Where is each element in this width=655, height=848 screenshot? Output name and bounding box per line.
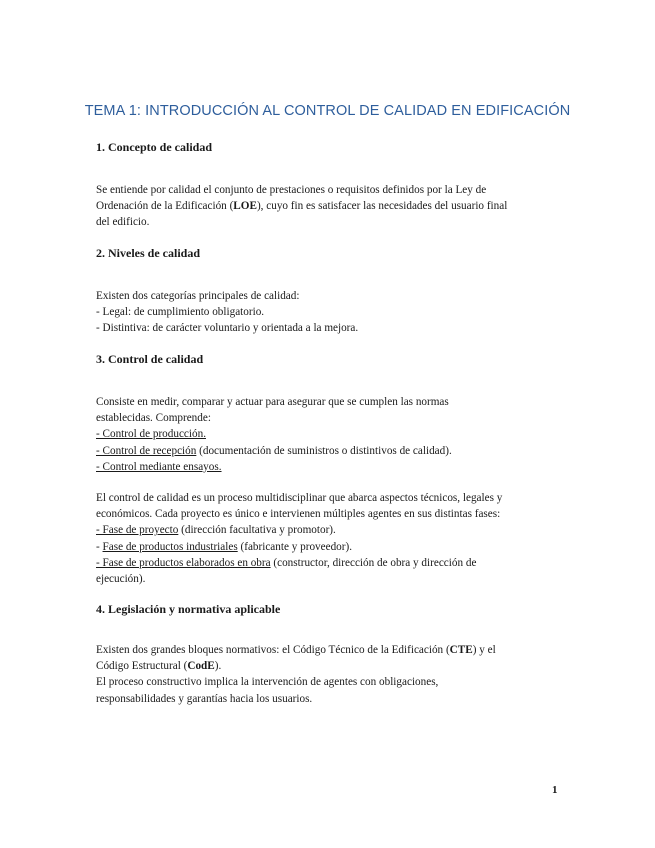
document-title: TEMA 1: INTRODUCCIÓN AL CONTROL DE CALIDAD EN EDIFICACIÓN [84,103,571,119]
paragraph-line: Código Estructural (CodE). [96,660,222,673]
paragraph-line: Ordenación de la Edificación (LOE), cuyo fin es satisfacer las necesidades del usuario final [96,200,508,213]
list-item-control-recepcion: - Control de recepción (documentación de suministros o distintivos de calidad). [96,444,452,457]
section-heading-control: 3. Control de calidad [96,352,204,366]
paragraph-line: Existen dos grandes bloques normativos: el Código Técnico de la Edificación (CTE) y el [96,644,496,656]
list-item-control-produccion: - Control de producción. [96,428,206,441]
section-paragraph-control-1 [96,394,546,475]
section-heading-niveles: 2. Niveles de calidad [96,246,200,260]
paragraph-line: responsabilidades y garantías hacia los usuarios. [96,692,313,705]
section-heading-legislacion: 4. Legislación y normativa aplicable [96,602,281,616]
page-number: 1 [552,784,558,796]
paragraph-line: del edificio. [96,216,150,229]
section-paragraph-concepto [96,182,546,231]
list-item-distintiva: - Distintiva: de carácter voluntario y orientada a la mejora. [96,322,359,335]
section-paragraph-legislacion [96,642,546,707]
section-paragraph-control-2 [96,490,546,587]
paragraph-line: El proceso constructivo implica la intervención de agentes con obligaciones, [96,676,439,689]
paragraph-line: establecidas. Comprende: [96,412,211,425]
section-paragraph-niveles [96,288,546,337]
paragraph-line: Existen dos categorías principales de calidad: [96,290,300,302]
paragraph-line: económicos. Cada proyecto es único e intervienen múltiples agentes en sus distintas fases: [96,508,501,521]
list-item-fase-industriales: - Fase de productos industriales (fabricante y proveedor). [96,540,353,553]
list-item-fase-obra: - Fase de productos elaborados en obra (constructor, dirección de obra y dirección de [96,556,477,569]
list-item-fase-proyecto: - Fase de proyecto (dirección facultativa y promotor). [96,524,336,537]
list-item-control-ensayos: - Control mediante ensayos. [96,460,222,473]
paragraph-line: Consiste en medir, comparar y actuar para asegurar que se cumplen las normas [96,396,449,408]
paragraph-line: Se entiende por calidad el conjunto de prestaciones o requisitos definidos por la Ley de [96,184,487,196]
paragraph-line: El control de calidad es un proceso multidisciplinar que abarca aspectos técnicos, legales y [96,492,503,504]
list-item-legal: - Legal: de cumplimiento obligatorio. [96,306,265,319]
section-heading-concepto: 1. Concepto de calidad [96,140,213,154]
paragraph-line: ejecución). [96,573,146,586]
